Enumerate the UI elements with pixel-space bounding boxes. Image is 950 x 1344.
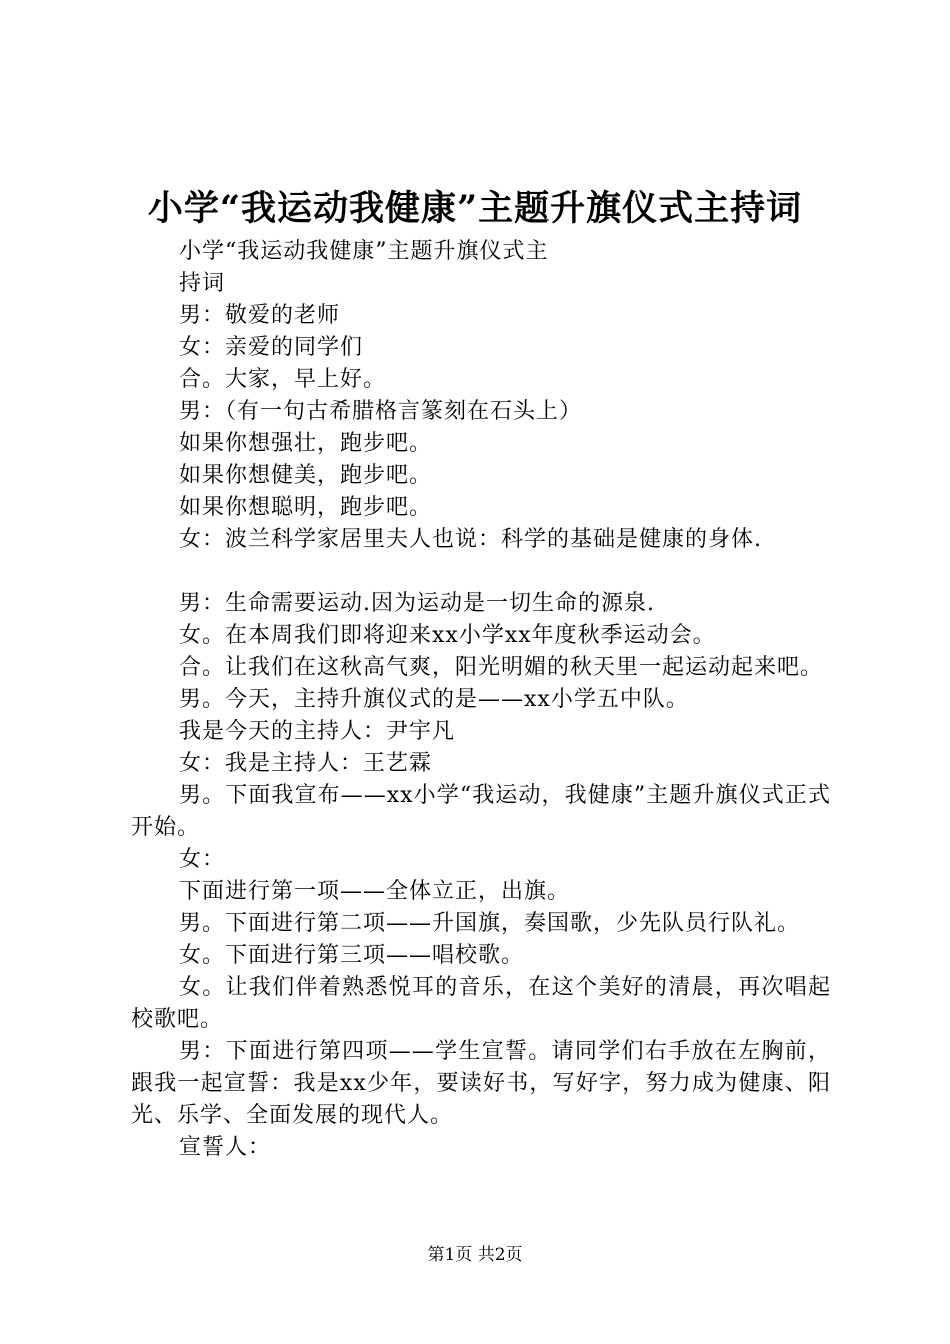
document-body <box>131 236 831 1164</box>
paragraph: 女：我是主持人：王艺霖 <box>179 751 433 776</box>
paragraph: 男。今天，主持升旗仪式的是——xx小学五中队。 <box>179 687 689 712</box>
paragraph: 如果你想强壮，跑步吧。 <box>179 431 433 456</box>
document-title: 小学“我运动我健康”主题升旗仪式主持词 <box>147 188 803 229</box>
paragraph: 男：（有一句古希腊格言篆刻在石头上） <box>179 399 583 424</box>
paragraph: 合。让我们在这秋高气爽，阳光明媚的秋天里一起运动起来吧。 <box>179 655 824 680</box>
paragraph: 男：敬爱的老师 <box>179 303 341 328</box>
paragraph: 我是今天的主持人：尹宇凡 <box>179 719 456 744</box>
paragraph: 合。大家，早上好。 <box>179 367 387 392</box>
page-footer: 第1页 共2页 <box>427 1245 523 1265</box>
paragraph: 女。让我们伴着熟悉悦耳的音乐，在这个美好的清晨，再次唱起校歌吧。 <box>131 975 831 1032</box>
paragraph: 宣誓人： <box>179 1135 272 1160</box>
paragraph: 男：生命需要运动.因为运动是一切生命的源泉. <box>179 591 655 616</box>
paragraph: 男：下面进行第四项——学生宣誓。请同学们右手放在左胸前，跟我一起宣誓：我是xx少年，要读好书，写好字，努力成为健康、阳光、乐学、全面发展的现代人。 <box>131 1039 831 1128</box>
paragraph: 女：亲爱的同学们 <box>179 335 364 360</box>
paragraph: 如果你想聪明，跑步吧。 <box>179 495 433 520</box>
paragraph: 下面进行第一项——全体立正，出旗。 <box>179 879 571 904</box>
paragraph: 女。下面进行第三项——唱校歌。 <box>179 943 525 968</box>
blank-line <box>131 556 831 588</box>
paragraph: 如果你想健美，跑步吧。 <box>179 463 433 488</box>
paragraph: 男。下面进行第二项——升国旗，奏国歌，少先队员行队礼。 <box>179 911 801 936</box>
paragraph: 女。在本周我们即将迎来xx小学xx年度秋季运动会。 <box>179 623 716 648</box>
paragraph: 小学“我运动我健康”主题升旗仪式主 <box>179 239 549 264</box>
paragraph: 持词 <box>179 271 226 296</box>
paragraph: 女： <box>179 847 226 872</box>
paragraph: 女：波兰科学家居里夫人也说：科学的基础是健康的身体. <box>179 527 762 552</box>
paragraph: 男。下面我宣布——xx小学“我运动，我健康”主题升旗仪式正式开始。 <box>131 783 831 840</box>
